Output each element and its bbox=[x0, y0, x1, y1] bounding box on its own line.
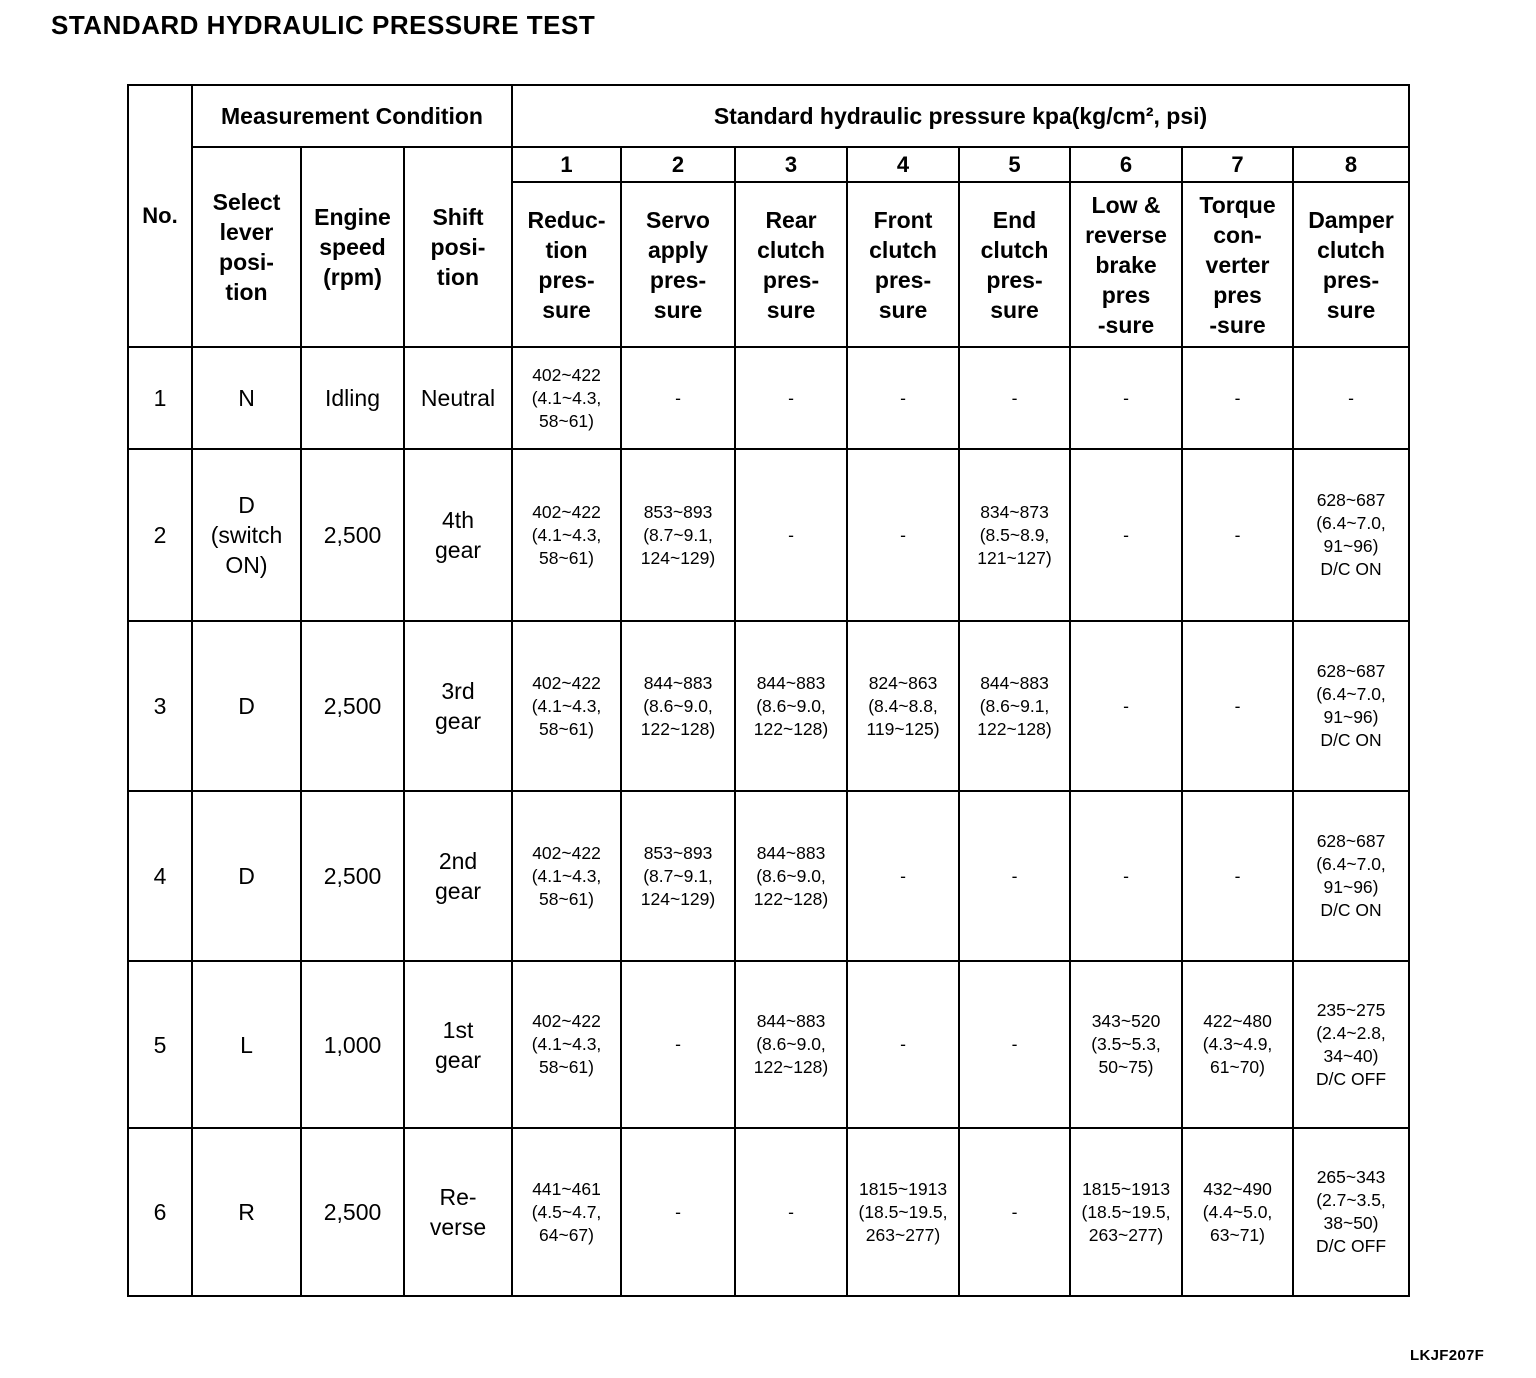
pressure-value-col-4 bbox=[847, 791, 959, 961]
pressure-column-number-1: 1 bbox=[512, 147, 621, 182]
header-line: sure bbox=[766, 296, 816, 323]
header-line: sure bbox=[542, 296, 591, 323]
value-line: 834~873 bbox=[980, 501, 1049, 522]
value-line: 628~687 bbox=[1316, 831, 1386, 851]
pressure-column-number-5: 5 bbox=[959, 147, 1070, 182]
value-line: 58~61) bbox=[539, 888, 594, 909]
header-line: pres bbox=[1213, 281, 1262, 308]
value-line: 64~67) bbox=[539, 1224, 594, 1245]
cell-line: Neutral bbox=[420, 385, 496, 411]
value-line: - bbox=[1123, 865, 1129, 886]
pressure-value-col-2 bbox=[621, 449, 735, 621]
header-line: posi- bbox=[430, 234, 486, 260]
value-line: - bbox=[1348, 387, 1354, 408]
pressure-value-col-7 bbox=[1182, 961, 1293, 1128]
value-line: 402~422 bbox=[532, 1011, 601, 1031]
value-line: - bbox=[788, 387, 794, 408]
pressure-value-col-5 bbox=[959, 347, 1070, 449]
value-line: - bbox=[1234, 865, 1241, 886]
header-standard-pressure: Standard hydraulic pressure kpa(kg/cm², psi) bbox=[512, 85, 1409, 147]
header-line: End bbox=[992, 206, 1037, 233]
value-line: (2.4~2.8, bbox=[1316, 1022, 1386, 1043]
value-line: 853~893 bbox=[643, 501, 713, 522]
value-line: - bbox=[675, 387, 681, 408]
header-line: clutch bbox=[980, 236, 1049, 263]
value-line: - bbox=[1234, 695, 1241, 716]
value-line: 844~883 bbox=[643, 672, 713, 693]
engine-speed: 2,500 bbox=[301, 1128, 404, 1296]
value-line: - bbox=[900, 387, 906, 408]
pressure-value-col-5 bbox=[959, 1128, 1070, 1296]
table-row bbox=[128, 449, 1409, 621]
pressure-value-col-2 bbox=[621, 791, 735, 961]
value-line: 122~128) bbox=[977, 718, 1052, 739]
cell-line: D bbox=[238, 863, 255, 889]
document-title: STANDARD HYDRAULIC PRESSURE TEST bbox=[51, 10, 596, 40]
header-line: pres- bbox=[538, 266, 595, 293]
pressure-value-col-2 bbox=[621, 621, 735, 791]
value-line: 402~422 bbox=[532, 672, 601, 693]
cell-line: 2nd bbox=[438, 848, 478, 874]
pressure-column-name-2 bbox=[621, 182, 735, 347]
cell-line: (switch bbox=[210, 522, 283, 548]
engine-speed: 2,500 bbox=[301, 449, 404, 621]
cell-line: gear bbox=[434, 878, 482, 904]
value-line: 1815~1913 bbox=[1081, 1178, 1171, 1199]
value-line: 38~50) bbox=[1323, 1213, 1379, 1233]
pressure-column-name-8 bbox=[1293, 182, 1409, 347]
header-line: posi- bbox=[219, 249, 274, 275]
cell-line: gear bbox=[434, 1046, 482, 1073]
table-body bbox=[128, 347, 1409, 1296]
shift-position bbox=[404, 621, 512, 791]
pressure-value-col-7 bbox=[1182, 621, 1293, 791]
value-line: 58~61) bbox=[539, 410, 594, 431]
value-line: 824~863 bbox=[868, 672, 938, 693]
value-line: 122~128) bbox=[753, 1057, 829, 1077]
shift-position bbox=[404, 791, 512, 961]
row-number: 6 bbox=[128, 1128, 192, 1296]
value-line: (4.1~4.3, bbox=[531, 695, 602, 716]
header-line: Shift bbox=[432, 204, 484, 230]
header-line: pres- bbox=[762, 266, 820, 293]
pressure-value-col-6 bbox=[1070, 449, 1182, 621]
pressure-value-col-1 bbox=[512, 1128, 621, 1296]
value-line: 58~61) bbox=[539, 718, 594, 739]
value-line: 628~687 bbox=[1316, 490, 1386, 510]
value-line: 121~127) bbox=[977, 547, 1052, 568]
pressure-value-col-1 bbox=[512, 621, 621, 791]
header-line: apply bbox=[647, 236, 709, 263]
pressure-value-col-5 bbox=[959, 791, 1070, 961]
row-number: 4 bbox=[128, 791, 192, 961]
shift-position bbox=[404, 347, 512, 449]
pressure-column-number-6: 6 bbox=[1070, 147, 1182, 182]
select-lever-position bbox=[192, 621, 301, 791]
figure-code: LKJF207F bbox=[1410, 1347, 1485, 1364]
value-line: 432~490 bbox=[1203, 1178, 1272, 1199]
pressure-number-row bbox=[128, 147, 1409, 182]
pressure-value-col-4 bbox=[847, 961, 959, 1128]
value-line: 402~422 bbox=[532, 842, 601, 863]
value-line: - bbox=[900, 1034, 906, 1054]
shift-position bbox=[404, 961, 512, 1128]
header-line: Rear bbox=[765, 206, 817, 233]
header-select-lever bbox=[192, 147, 301, 347]
header-engine-speed bbox=[301, 147, 404, 347]
header-line: -sure bbox=[1097, 311, 1155, 338]
value-line: (8.5~8.9, bbox=[979, 524, 1050, 545]
pressure-value-col-5 bbox=[959, 961, 1070, 1128]
pressure-value-col-2 bbox=[621, 347, 735, 449]
pressure-value-col-3 bbox=[735, 1128, 847, 1296]
cell-line: D bbox=[238, 492, 255, 518]
pressure-value-col-2 bbox=[621, 961, 735, 1128]
pressure-column-name-7 bbox=[1182, 182, 1293, 347]
pressure-value-col-5 bbox=[959, 449, 1070, 621]
pressure-value-col-4 bbox=[847, 449, 959, 621]
header-line: tion bbox=[545, 236, 588, 263]
value-line: - bbox=[1234, 524, 1241, 545]
value-line: (8.7~9.1, bbox=[643, 865, 713, 886]
value-line: 343~520 bbox=[1091, 1011, 1161, 1031]
value-line: - bbox=[900, 524, 906, 545]
value-line: (8.6~9.0, bbox=[756, 695, 826, 716]
value-line: (18.5~19.5, bbox=[858, 1201, 948, 1222]
engine-speed: 1,000 bbox=[301, 961, 404, 1128]
header-line: pres- bbox=[986, 266, 1043, 293]
pressure-value-col-6 bbox=[1070, 621, 1182, 791]
cell-line: gear bbox=[434, 708, 482, 734]
pressure-column-name-6 bbox=[1070, 182, 1182, 347]
value-line: - bbox=[1234, 387, 1241, 408]
engine-speed: 2,500 bbox=[301, 621, 404, 791]
shift-position bbox=[404, 449, 512, 621]
header-line: Torque bbox=[1199, 191, 1276, 218]
header-line: reverse bbox=[1085, 221, 1167, 248]
cell-line: gear bbox=[434, 537, 482, 563]
hydraulic-pressure-table bbox=[127, 84, 1410, 1297]
value-line: (8.6~9.0, bbox=[756, 865, 826, 886]
pressure-value-col-4 bbox=[847, 621, 959, 791]
header-line: sure bbox=[990, 296, 1039, 323]
value-line: (8.6~9.1, bbox=[979, 695, 1050, 716]
select-lever-position bbox=[192, 449, 301, 621]
value-line: - bbox=[788, 1201, 794, 1222]
cell-line: 1st bbox=[442, 1016, 474, 1043]
value-line: 58~61) bbox=[539, 547, 594, 568]
value-line: 122~128) bbox=[753, 718, 829, 739]
value-line: 58~61) bbox=[539, 1057, 594, 1077]
cell-line: ON) bbox=[225, 552, 268, 578]
value-line: (4.1~4.3, bbox=[531, 524, 602, 545]
value-line: (8.7~9.1, bbox=[643, 524, 713, 545]
pressure-value-col-8 bbox=[1293, 961, 1409, 1128]
value-line: 119~125) bbox=[866, 718, 940, 739]
pressure-column-name-3 bbox=[735, 182, 847, 347]
header-line: Select bbox=[212, 189, 281, 215]
pressure-value-col-3 bbox=[735, 347, 847, 449]
pressure-value-col-3 bbox=[735, 791, 847, 961]
header-line: Front bbox=[873, 206, 933, 233]
pressure-value-col-1 bbox=[512, 449, 621, 621]
value-line: 124~129) bbox=[640, 547, 716, 568]
value-line: - bbox=[788, 524, 794, 545]
row-number: 1 bbox=[128, 347, 192, 449]
header-line: sure bbox=[878, 296, 928, 323]
table-row bbox=[128, 1128, 1409, 1296]
cell-line: verse bbox=[429, 1214, 487, 1240]
header-line: verter bbox=[1205, 251, 1270, 278]
pressure-value-col-5 bbox=[959, 621, 1070, 791]
value-line: (4.3~4.9, bbox=[1202, 1034, 1273, 1054]
value-line: 235~275 bbox=[1316, 999, 1386, 1020]
pressure-column-number-2: 2 bbox=[621, 147, 735, 182]
pressure-value-col-8 bbox=[1293, 449, 1409, 621]
value-line: - bbox=[1011, 865, 1018, 886]
pressure-value-col-4 bbox=[847, 1128, 959, 1296]
pressure-table-container bbox=[127, 84, 1410, 1297]
header-line: Servo bbox=[646, 206, 710, 233]
value-line: 265~343 bbox=[1316, 1167, 1386, 1187]
value-line: - bbox=[1123, 524, 1129, 545]
select-lever-position bbox=[192, 1128, 301, 1296]
value-line: 50~75) bbox=[1098, 1057, 1154, 1077]
pressure-column-name-4 bbox=[847, 182, 959, 347]
value-line: 34~40) bbox=[1323, 1045, 1379, 1066]
value-line: D/C ON bbox=[1320, 559, 1382, 579]
value-line: - bbox=[675, 1034, 681, 1054]
value-line: 124~129) bbox=[640, 888, 716, 909]
pressure-value-col-7 bbox=[1182, 1128, 1293, 1296]
value-line: 263~277) bbox=[865, 1224, 941, 1245]
row-number: 3 bbox=[128, 621, 192, 791]
header-no: No. bbox=[128, 85, 192, 347]
pressure-value-col-6 bbox=[1070, 1128, 1182, 1296]
value-line: (4.1~4.3, bbox=[531, 865, 602, 886]
cell-line: L bbox=[240, 1031, 253, 1058]
header-line: clutch bbox=[869, 236, 937, 263]
value-line: - bbox=[1011, 1201, 1018, 1222]
value-line: - bbox=[1123, 695, 1129, 716]
value-line: 61~70) bbox=[1210, 1057, 1265, 1077]
value-line: D/C OFF bbox=[1316, 1068, 1387, 1089]
pressure-value-col-7 bbox=[1182, 347, 1293, 449]
header-line: pres bbox=[1101, 281, 1151, 308]
value-line: (8.6~9.0, bbox=[643, 695, 713, 716]
pressure-value-col-6 bbox=[1070, 791, 1182, 961]
value-line: 91~96) bbox=[1323, 536, 1379, 556]
cell-line: D bbox=[238, 693, 255, 719]
value-line: - bbox=[1011, 387, 1018, 408]
cell-line: Re- bbox=[439, 1184, 477, 1210]
select-lever-position bbox=[192, 347, 301, 449]
value-line: (4.5~4.7, bbox=[531, 1201, 602, 1222]
pressure-value-col-8 bbox=[1293, 1128, 1409, 1296]
pressure-value-col-4 bbox=[847, 347, 959, 449]
header-line: Damper bbox=[1308, 206, 1394, 233]
pressure-value-col-3 bbox=[735, 961, 847, 1128]
value-line: D/C ON bbox=[1320, 730, 1382, 750]
table-row bbox=[128, 621, 1409, 791]
header-line: tion bbox=[436, 264, 480, 290]
row-number: 5 bbox=[128, 961, 192, 1128]
value-line: 1815~1913 bbox=[858, 1178, 948, 1199]
header-line: Low & bbox=[1091, 191, 1161, 218]
cell-line: R bbox=[238, 1199, 255, 1225]
value-line: 402~422 bbox=[532, 501, 601, 522]
engine-speed: Idling bbox=[301, 347, 404, 449]
select-lever-position bbox=[192, 961, 301, 1128]
select-lever-position bbox=[192, 791, 301, 961]
header-line: Engine bbox=[314, 204, 391, 230]
header-line: speed bbox=[319, 234, 386, 260]
shift-position bbox=[404, 1128, 512, 1296]
pressure-value-col-7 bbox=[1182, 791, 1293, 961]
value-line: 441~461 bbox=[532, 1178, 601, 1199]
pressure-value-col-8 bbox=[1293, 347, 1409, 449]
value-line: 844~883 bbox=[756, 1011, 826, 1031]
header-line: sure bbox=[1326, 296, 1376, 323]
header-line: clutch bbox=[1317, 236, 1385, 263]
cell-line: 3rd bbox=[441, 678, 475, 704]
value-line: 628~687 bbox=[1316, 661, 1386, 681]
table-row bbox=[128, 961, 1409, 1128]
header-shift-position bbox=[404, 147, 512, 347]
value-line: 91~96) bbox=[1323, 707, 1379, 727]
header-line: pres- bbox=[649, 266, 707, 293]
header-line: pres- bbox=[1322, 266, 1380, 293]
engine-speed: 2,500 bbox=[301, 791, 404, 961]
pressure-value-col-1 bbox=[512, 961, 621, 1128]
value-line: (4.1~4.3, bbox=[531, 387, 602, 408]
pressure-value-col-8 bbox=[1293, 621, 1409, 791]
value-line: 402~422 bbox=[532, 364, 601, 385]
header-line: con- bbox=[1213, 221, 1262, 248]
value-line: 853~893 bbox=[643, 842, 713, 863]
value-line: (4.4~5.0, bbox=[1202, 1201, 1273, 1222]
value-line: (6.4~7.0, bbox=[1316, 854, 1386, 874]
value-line: 844~883 bbox=[756, 672, 826, 693]
value-line: (8.4~8.8, bbox=[868, 695, 938, 716]
value-line: 263~277) bbox=[1088, 1224, 1164, 1245]
pressure-value-col-8 bbox=[1293, 791, 1409, 961]
value-line: - bbox=[900, 865, 906, 886]
value-line: - bbox=[1011, 1034, 1018, 1054]
value-line: D/C ON bbox=[1320, 900, 1382, 920]
table-header bbox=[128, 85, 1409, 347]
value-line: 122~128) bbox=[753, 888, 829, 909]
value-line: (18.5~19.5, bbox=[1081, 1201, 1171, 1222]
table-row bbox=[128, 347, 1409, 449]
header-line: brake bbox=[1095, 251, 1157, 278]
value-line: (3.5~5.3, bbox=[1091, 1034, 1161, 1054]
header-line: -sure bbox=[1209, 311, 1266, 338]
header-line: sure bbox=[653, 296, 703, 323]
header-line: Reduc- bbox=[527, 206, 606, 233]
pressure-value-col-2 bbox=[621, 1128, 735, 1296]
value-line: 91~96) bbox=[1323, 877, 1379, 897]
value-line: 844~883 bbox=[980, 672, 1049, 693]
value-line: 844~883 bbox=[756, 842, 826, 863]
header-line: lever bbox=[219, 219, 274, 245]
value-line: (2.7~3.5, bbox=[1316, 1190, 1386, 1210]
pressure-value-col-6 bbox=[1070, 961, 1182, 1128]
pressure-value-col-1 bbox=[512, 347, 621, 449]
value-line: - bbox=[1123, 387, 1129, 408]
pressure-value-col-3 bbox=[735, 621, 847, 791]
pressure-column-number-8: 8 bbox=[1293, 147, 1409, 182]
header-measurement-condition: Measurement Condition bbox=[192, 85, 512, 147]
table-row bbox=[128, 791, 1409, 961]
value-line: 122~128) bbox=[640, 718, 716, 739]
header-line: tion bbox=[225, 279, 268, 305]
value-line: 422~480 bbox=[1203, 1011, 1272, 1031]
pressure-column-number-7: 7 bbox=[1182, 147, 1293, 182]
row-number: 2 bbox=[128, 449, 192, 621]
value-line: 63~71) bbox=[1210, 1224, 1265, 1245]
cell-line: N bbox=[238, 385, 255, 411]
pressure-value-col-1 bbox=[512, 791, 621, 961]
header-line: clutch bbox=[757, 236, 825, 263]
cell-line: 4th bbox=[442, 507, 474, 533]
value-line: (6.4~7.0, bbox=[1316, 513, 1386, 533]
value-line: - bbox=[675, 1201, 681, 1222]
pressure-value-col-6 bbox=[1070, 347, 1182, 449]
pressure-column-number-4: 4 bbox=[847, 147, 959, 182]
value-line: (8.6~9.0, bbox=[756, 1034, 826, 1054]
pressure-column-name-1 bbox=[512, 182, 621, 347]
value-line: (6.4~7.0, bbox=[1316, 684, 1386, 704]
pressure-value-col-3 bbox=[735, 449, 847, 621]
value-line: D/C OFF bbox=[1316, 1236, 1387, 1256]
header-line: (rpm) bbox=[323, 264, 382, 290]
value-line: (4.1~4.3, bbox=[531, 1034, 602, 1054]
pressure-column-name-5 bbox=[959, 182, 1070, 347]
pressure-column-number-3: 3 bbox=[735, 147, 847, 182]
pressure-value-col-7 bbox=[1182, 449, 1293, 621]
header-line: pres- bbox=[874, 266, 932, 293]
